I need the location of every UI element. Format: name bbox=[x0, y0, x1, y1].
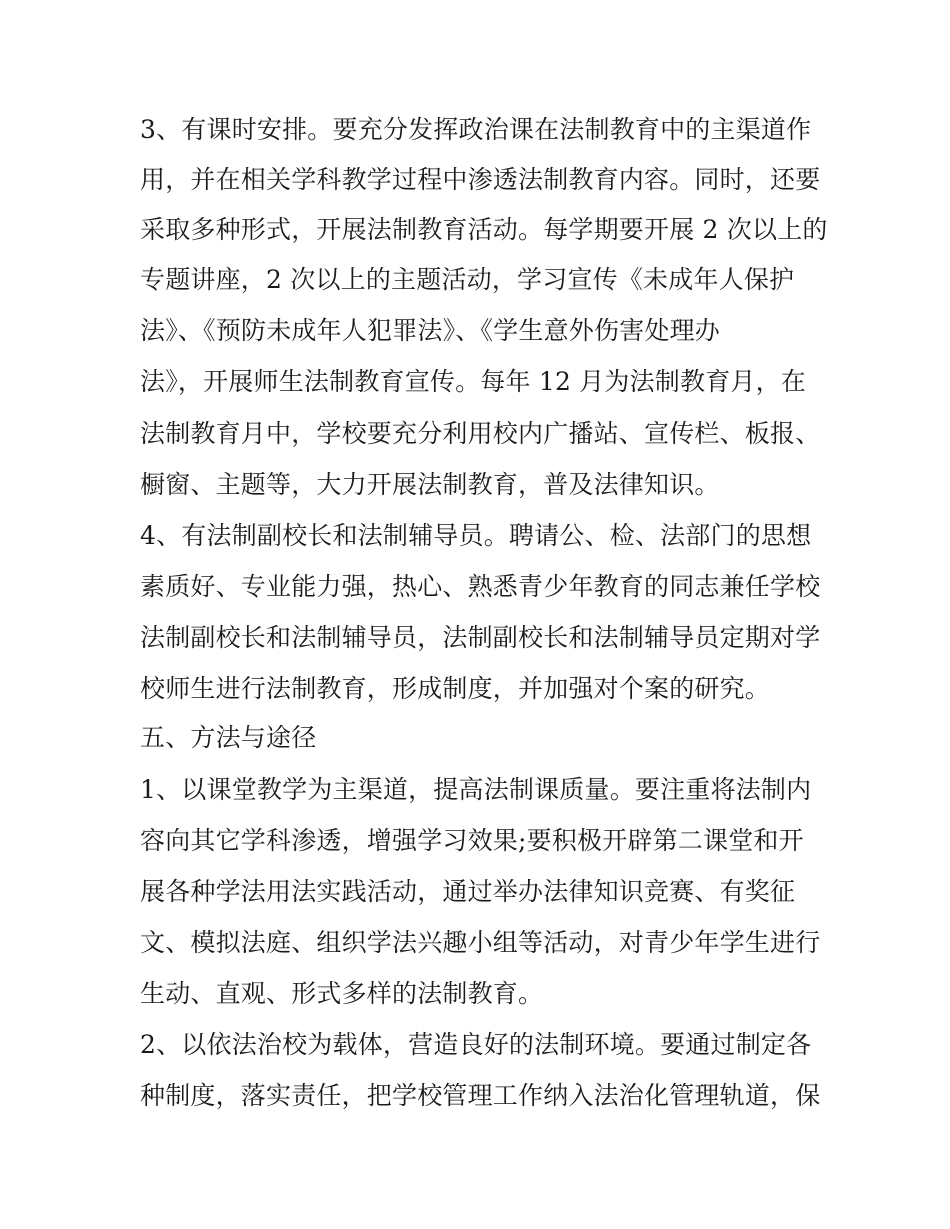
text-line: 3、有课时安排。要充分发挥政治课在法制教育中的主渠道作 bbox=[140, 115, 812, 144]
text-line: 种制度，落实责任，把学校管理工作纳入法治化管理轨道，保 bbox=[140, 1081, 821, 1110]
text-line: 生动、直观、形式多样的法制教育。 bbox=[140, 979, 544, 1008]
text-line: 用，并在相关学科教学过程中渗透法制教育内容。同时，还要 bbox=[140, 165, 821, 194]
text-line: 容向其它学科渗透，增强学习效果;要积极开辟第二课堂和开 bbox=[140, 826, 804, 855]
text-line: 校师生进行法制教育，形成制度，并加强对个案的研究。 bbox=[140, 674, 771, 703]
section-heading: 五、方法与途径 bbox=[140, 723, 317, 752]
text-line: 展各种学法用法实践活动，通过举办法律知识竞赛、有奖征 bbox=[140, 877, 796, 906]
text-line: 专题讲座，2 次以上的主题活动，学习宣传《未成年人保护 bbox=[140, 265, 795, 294]
text-line: 文、模拟法庭、组织学法兴趣小组等活动，对青少年学生进行 bbox=[140, 928, 821, 957]
text-line: 采取多种形式，开展法制教育活动。每学期要开展 2 次以上的 bbox=[140, 215, 828, 244]
text-line: 法》、《预防未成年人犯罪法》、《学生意外伤害处理办 bbox=[140, 316, 721, 345]
text-line: 橱窗、主题等，大力开展法制教育，普及法律知识。 bbox=[140, 470, 720, 499]
text-line: 法制副校长和法制辅导员，法制副校长和法制辅导员定期对学 bbox=[140, 623, 821, 652]
text-line: 4、有法制副校长和法制辅导员。聘请公、检、法部门的思想 bbox=[140, 521, 812, 550]
text-line: 2、以依法治校为载体，营造良好的法制环境。要通过制定各 bbox=[140, 1030, 812, 1059]
text-line: 素质好、专业能力强，热心、熟悉青少年教育的同志兼任学校 bbox=[140, 572, 821, 601]
text-line: 法制教育月中，学校要充分利用校内广播站、宣传栏、板报、 bbox=[140, 419, 821, 448]
text-line: 法》，开展师生法制教育宣传。每年 12 月为法制教育月，在 bbox=[140, 367, 807, 396]
text-line: 1、以课堂教学为主渠道，提高法制课质量。要注重将法制内 bbox=[140, 775, 812, 804]
